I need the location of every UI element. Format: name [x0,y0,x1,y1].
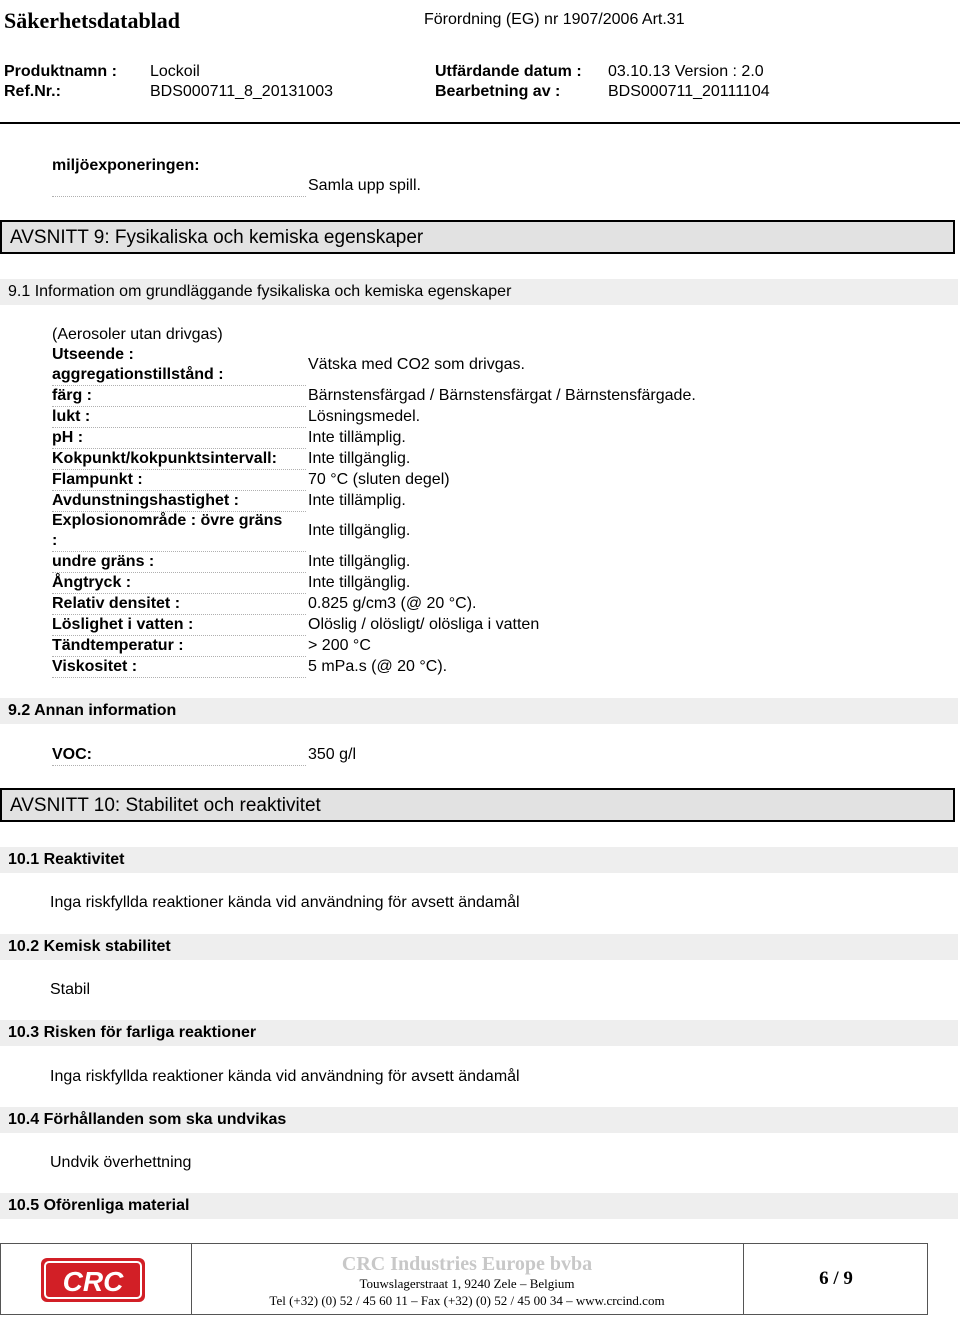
subsection-10-3 [0,1020,958,1046]
property-label: Flampunkt : [52,471,143,488]
explosion-range-value: Inte tillgänglig. [308,522,411,539]
ref-nr-value: BDS000711_8_20131003 [150,83,333,100]
issue-date-value: 03.10.13 Version : 2.0 [608,63,764,80]
property-label: lukt : [52,408,91,425]
property-label: Relativ densitet : [52,595,181,612]
regulation-reference: Förordning (EG) nr 1907/2006 Art.31 [424,11,685,28]
property-label: Löslighet i vatten : [52,616,194,633]
section-10-title: AVSNITT 10: Stabilitet och reaktivitet [10,795,321,816]
property-label: undre gräns : [52,553,155,570]
env-exposure-value: Samla upp spill. [308,177,421,194]
subsection-10-1 [0,847,958,873]
dotted-rule [52,448,306,449]
company-name: CRC Industries Europe bvba [341,1253,593,1275]
dotted-rule [52,656,306,657]
subsection-10-4 [0,1107,958,1133]
explosion-range-label: Explosionområde : övre gräns [52,512,283,529]
document-title: Säkerhetsdatablad [4,8,181,33]
property-value: Inte tillgänglig. [308,450,411,467]
property-label: pH : [52,429,84,446]
reactivity-text: Inga riskfyllda reaktioner kända vid användning för avsett ändamål [50,894,520,911]
dotted-rule [52,406,306,407]
dotted-rule [52,765,306,766]
issue-date-label: Utfärdande datum : [435,63,582,80]
property-value: 70 °C (sluten degel) [308,471,450,488]
ref-nr-label: Ref.Nr.: [4,83,61,100]
company-contact: Tel (+32) (0) 52 / 45 60 11 – Fax (+32) (0) 52 / 45 00 34 – www.crcind.com [269,1293,665,1308]
env-exposure-label: miljöexponeringen: [52,157,200,174]
property-value: Inte tillgänglig. [308,553,411,570]
section-9-title: AVSNITT 9: Fysikaliska och kemiska egenskaper [10,227,424,248]
subsection-10-2-title: 10.2 Kemisk stabilitet [8,938,171,955]
subsection-9-2 [0,698,958,724]
property-label: Kokpunkt/kokpunktsintervall: [52,450,277,467]
aerosol-note: (Aerosoler utan drivgas) [52,326,223,343]
dotted-rule [52,427,306,428]
page-footer [0,1243,928,1315]
subsection-9-1-title: 9.1 Information om grundläggande fysikaliska och kemiska egenskaper [8,283,512,300]
subsection-9-1 [0,279,958,305]
property-label: Ångtryck : [52,574,132,591]
company-address: Touwslagerstraat 1, 9240 Zele – Belgium [359,1276,575,1291]
subsection-10-5 [0,1193,958,1219]
state-label: aggregationstillstånd : [52,366,224,383]
subsection-9-2-title: 9.2 Annan information [8,702,177,719]
dotted-rule [52,385,306,386]
dotted-rule [52,572,306,573]
subsection-10-3-title: 10.3 Risken för farliga reaktioner [8,1024,257,1041]
conditions-to-avoid-text: Undvik överhettning [50,1154,192,1171]
property-label: färg : [52,387,92,404]
property-label: Viskositet : [52,658,138,675]
dotted-rule [52,677,306,678]
dotted-rule [52,614,306,615]
revision-label: Bearbetning av : [435,83,561,100]
header-divider [0,122,960,124]
property-label: Avdunstningshastighet : [52,492,239,509]
appearance-value: Vätska med CO2 som drivgas. [308,356,525,373]
property-value: Inte tillgänglig. [308,574,411,591]
page-number: 6 / 9 [819,1268,853,1289]
logo-text: CRC [62,1266,124,1297]
property-value: Inte tillämplig. [308,429,406,446]
dotted-rule [52,593,306,594]
property-value: Bärnstensfärgad / Bärnstensfärgat / Bärnstensfärgade. [308,387,696,404]
voc-value: 350 g/l [308,746,357,763]
subsection-10-2 [0,934,958,960]
subsection-10-5-title: 10.5 Oförenliga material [8,1197,190,1214]
dotted-rule [52,551,306,552]
revision-value: BDS000711_20111104 [608,83,770,100]
appearance-label: Utseende : [52,346,134,363]
property-value: > 200 °C [308,637,371,654]
explosion-range-colon: : [52,532,58,549]
dotted-rule [52,469,306,470]
property-value: Inte tillämplig. [308,492,406,509]
product-name-label: Produktnamn : [4,63,117,80]
voc-label: VOC: [52,746,92,763]
subsection-10-4-title: 10.4 Förhållanden som ska undvikas [8,1111,287,1128]
property-value: 5 mPa.s (@ 20 °C). [308,658,448,675]
property-value: 0.825 g/cm3 (@ 20 °C). [308,595,477,612]
section-9-header [0,220,955,254]
product-name-value: Lockoil [150,63,200,80]
stability-text: Stabil [50,981,91,998]
property-value: Olöslig / olösligt/ olösliga i vatten [308,616,540,633]
dotted-rule [52,196,306,197]
property-label: Tändtemperatur : [52,637,184,654]
dotted-rule [52,490,306,491]
subsection-10-1-title: 10.1 Reaktivitet [8,851,125,868]
dotted-rule [52,635,306,636]
hazardous-reactions-text: Inga riskfyllda reaktioner kända vid användning för avsett ändamål [50,1068,520,1085]
section-10-header [0,788,955,822]
property-value: Lösningsmedel. [308,408,421,425]
crc-logo [41,1258,145,1302]
